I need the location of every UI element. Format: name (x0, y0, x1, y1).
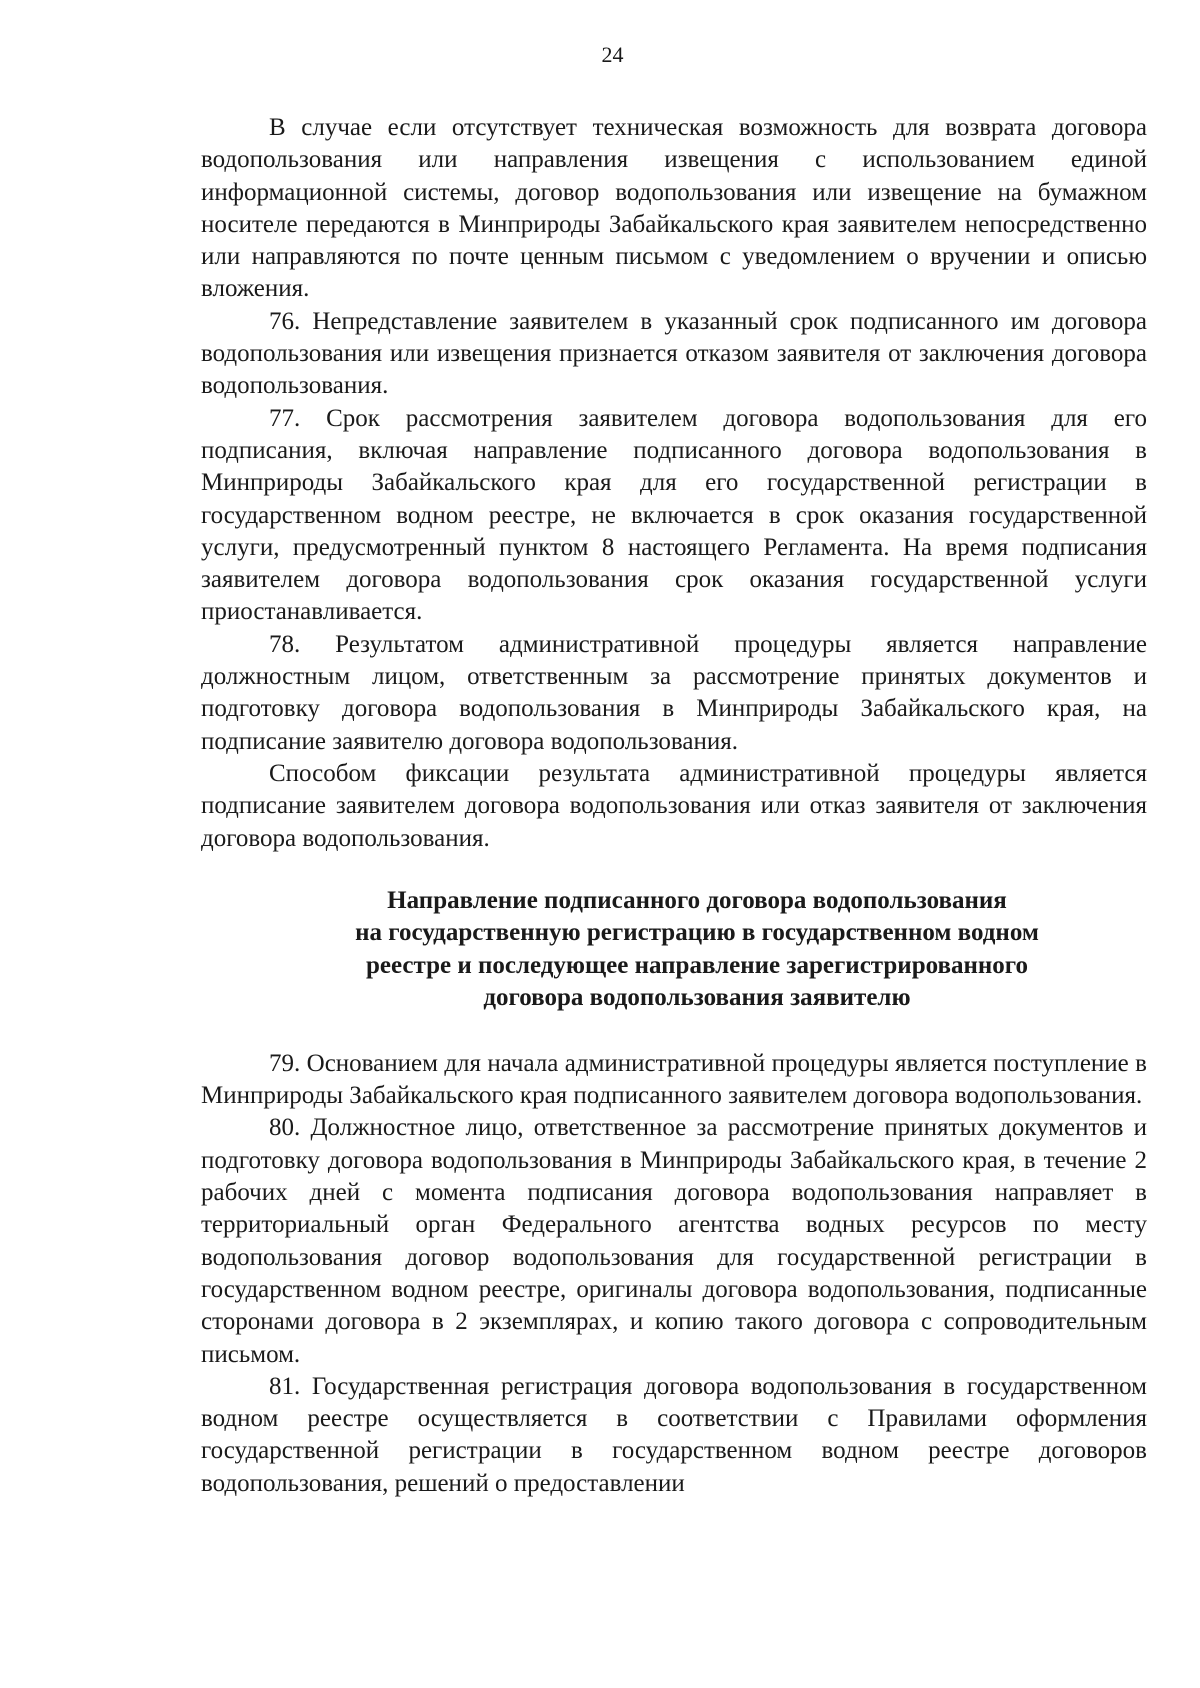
paragraph-77: 77. Срок рассмотрения заявителем договора водопользования для его подписания, включая направление подписанного договора водопользования в Минприроды Забайкальского края для его государственной регистрации в государственном водном реестре, не включается в срок оказания государственной услуги, предусмотренный пунктом 8 настоящего Регламента. На время подписания заявителем договора водопользования срок оказания государственной услуги приостанавливается. (201, 404, 1147, 626)
section-heading (201, 885, 1147, 1015)
section-heading-line: реестре и последующее направление зарегистрированного (365, 951, 1029, 979)
page-number: 24 (601, 42, 624, 67)
section-heading-line: Направление подписанного договора водопользования (387, 886, 1007, 914)
paragraph-fixation-method: Способом фиксации результата административной процедуры является подписание заявителем договора водопользования или отказ заявителя от заключения договора водопользования. (201, 759, 1147, 852)
document-body (201, 112, 1147, 1500)
paragraph-return-contract: В случае если отсутствует техническая возможность для возврата договора водопользования или направления извещения с использованием единой информационной системы, договор водопользования или извещение на бумажном носителе передаются в Минприроды Забайкальского края заявителем непосредственно или направляются по почте ценным письмом с уведомлением о вручении и описью вложения. (201, 114, 1147, 303)
section-heading-line: договора водопользования заявителю (483, 984, 911, 1012)
paragraph-80: 80. Должностное лицо, ответственное за рассмотрение принятых документов и подготовку договора водопользования в Минприроды Забайкальского края, в течение 2 рабочих дней с момента подписания договора водопользования направляет в территориальный орган Федерального агентства водных ресурсов по месту водопользования договор водопользования для государственной регистрации в государственном водном реестре, оригиналы договора водопользования, подписанные сторонами договора в 2 экземплярах, и копию такого договора с сопроводительным письмом. (201, 1114, 1147, 1368)
paragraph-81: 81. Государственная регистрация договора водопользования в государственном водном реестре осуществляется в соответствии с Правилами оформления государственной регистрации в государственном водном реестре договоров водопользования, решений о предоставлении (201, 1372, 1147, 1497)
paragraph-78: 78. Результатом административной процедуры является направление должностным лицом, ответственным за рассмотрение принятых документов и подготовку договора водопользования в Минприроды Забайкальского края, на подписание заявителю договора водопользования. (201, 630, 1147, 755)
section-heading-line: на государственную регистрацию в государственном водном (355, 919, 1039, 947)
paragraph-79: 79. Основанием для начала административной процедуры является поступление в Минприроды Забайкальского края подписанного заявителем договора водопользования. (201, 1049, 1147, 1110)
paragraph-76: 76. Непредставление заявителем в указанный срок подписанного им договора водопользования или извещения признается отказом заявителя от заключения договора водопользования. (201, 307, 1147, 400)
